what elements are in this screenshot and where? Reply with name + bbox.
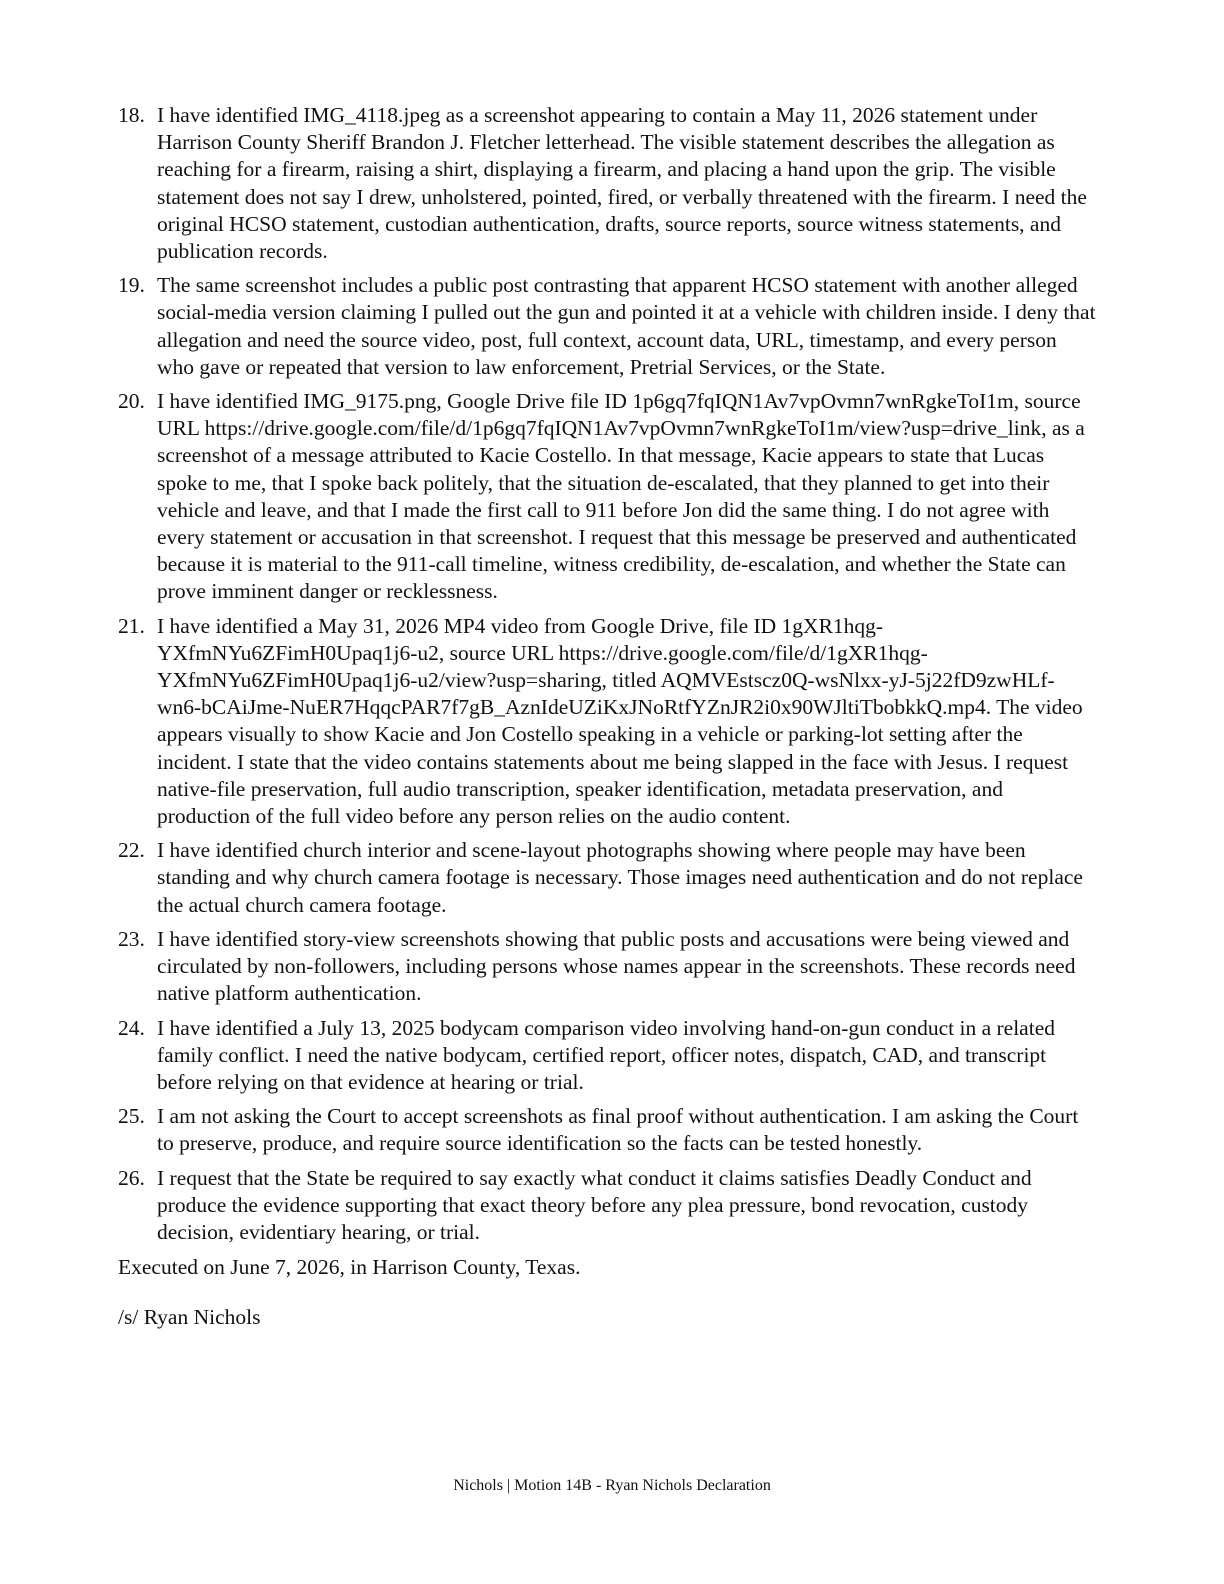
paragraph-20: [118, 388, 1096, 606]
paragraph-number: 19.: [118, 273, 145, 298]
paragraph-21: [118, 613, 1096, 831]
paragraph-number: 24.: [118, 1015, 145, 1040]
paragraph-text: I have identified church interior and scene-layout photographs showing where people may have been standing and why church camera footage is necessary. Those images need authentication and do not replace the actual church camera footage.: [157, 838, 1083, 917]
paragraph-text: I have identified a May 31, 2026 MP4 video from Google Drive, file ID 1gXR1hqg-YXfmNYu6ZFimH0Upaq1j6-u2, source URL https://drive.google.com/file/d/1gXR1hqg-YXfmNYu6ZFimH0Upaq1j6-u2/view?usp=sharing, titled AQMVEstscz0Q-wsNlxx-yJ-5j22fD9zwHLf-wn6-bCAiJme-NuER7HqqcPAR7f7gB_AznIdeUZiKxJNoRtfYZnJR2i0x90WJltiTbobkkQ.mp4. The video appears visually to show Kacie and Jon Costello speaking in a vehicle or parking-lot setting after the incident. I state that the video contains statements about me being slapped in the face with Jesus. I request native-file preservation, full audio transcription, speaker identification, metadata preservation, and production of the full video before any person relies on the audio content.: [157, 613, 1083, 829]
paragraph-text: I request that the State be required to say exactly what conduct it claims satisfies Deadly Conduct and produce the evidence supporting that exact theory before any plea pressure, bond revocation, custody decision, evidentiary hearing, or trial.: [157, 1165, 1032, 1244]
paragraph-25: [118, 1103, 1096, 1157]
paragraph-number: 20.: [118, 389, 145, 414]
paragraph-text: I have identified a July 13, 2025 bodycam comparison video involving hand-on-gun conduct in a related family conflict. I need the native bodycam, certified report, officer notes, dispatch, CAD, and transcript before relying on that evidence at hearing or trial.: [157, 1015, 1055, 1094]
execution-statement: Executed on June 7, 2026, in Harrison County, Texas.: [118, 1255, 581, 1280]
page-footer: Nichols | Motion 14B - Ryan Nichols Declaration: [453, 1477, 771, 1494]
paragraph-19: [118, 272, 1096, 381]
paragraph-number: 23.: [118, 926, 145, 951]
paragraph-number: 18.: [118, 103, 145, 127]
paragraph-number: 26.: [118, 1165, 145, 1190]
paragraph-text: I have identified story-view screenshots showing that public posts and accusations were being viewed and circulated by non-followers, including persons whose names appear in the screenshots. These records need native platform authentication.: [157, 926, 1076, 1006]
paragraph-22: [118, 837, 1096, 919]
paragraph-18: [118, 102, 1096, 265]
paragraph-26: [118, 1165, 1096, 1247]
paragraph-text: I am not asking the Court to accept screenshots as final proof without authentication. I am asking the Court to preserve, produce, and require source identification so the facts can be tested honestly.: [157, 1104, 1079, 1156]
paragraph-number: 21.: [118, 613, 145, 638]
paragraph-text: The same screenshot includes a public post contrasting that apparent HCSO statement with another alleged social-media version claiming I pulled out the gun and pointed it at a vehicle with children inside. I deny that allegation and need the source video, post, full context, account data, URL, timestamp, and every person who gave or repeated that version to law enforcement, Pretrial Services, or the State.: [157, 273, 1096, 379]
paragraph-number: 22.: [118, 838, 145, 863]
paragraph-24: [118, 1015, 1096, 1097]
declaration-paragraph-list: [118, 102, 1096, 1246]
paragraph-text: I have identified IMG_9175.png, Google Drive file ID 1p6gq7fqIQN1Av7vpOvmn7wnRgkeToI1m, source URL https://drive.google.com/file/d/1p6gq7fqIQN1Av7vpOvmn7wnRgkeToI1m/view?usp=drive_link, as a screenshot of a message attributed to Kacie Costello. In that message, Kacie appears to state that Lucas spoke to me, that I spoke back politely, that the situation de-escalated, that they planned to get into their vehicle and leave, and that I made the first call to 911 before Jon did the same thing. I do not agree with every statement or accusation in that screenshot. I request that this message be preserved and authenticated because it is material to the 911-call timeline, witness credibility, de-escalation, and whether the State can prove imminent danger or recklessness.: [157, 389, 1085, 604]
signature-line: /s/ Ryan Nichols: [118, 1305, 261, 1330]
paragraph-23: [118, 926, 1096, 1008]
paragraph-text: I have identified IMG_4118.jpeg as a screenshot appearing to contain a May 11, 2026 statement under Harrison County Sheriff Brandon J. Fletcher letterhead. The visible statement describes the allegation as reaching for a firearm, raising a shirt, displaying a firearm, and placing a hand upon the grip. The visible statement does not say I drew, unholstered, pointed, fired, or verbally threatened with the firearm. I need the original HCSO statement, custodian authentication, drafts, source reports, source witness statements, and publication records.: [157, 103, 1087, 264]
document-page: [118, 102, 1096, 1332]
paragraph-number: 25.: [118, 1104, 145, 1129]
